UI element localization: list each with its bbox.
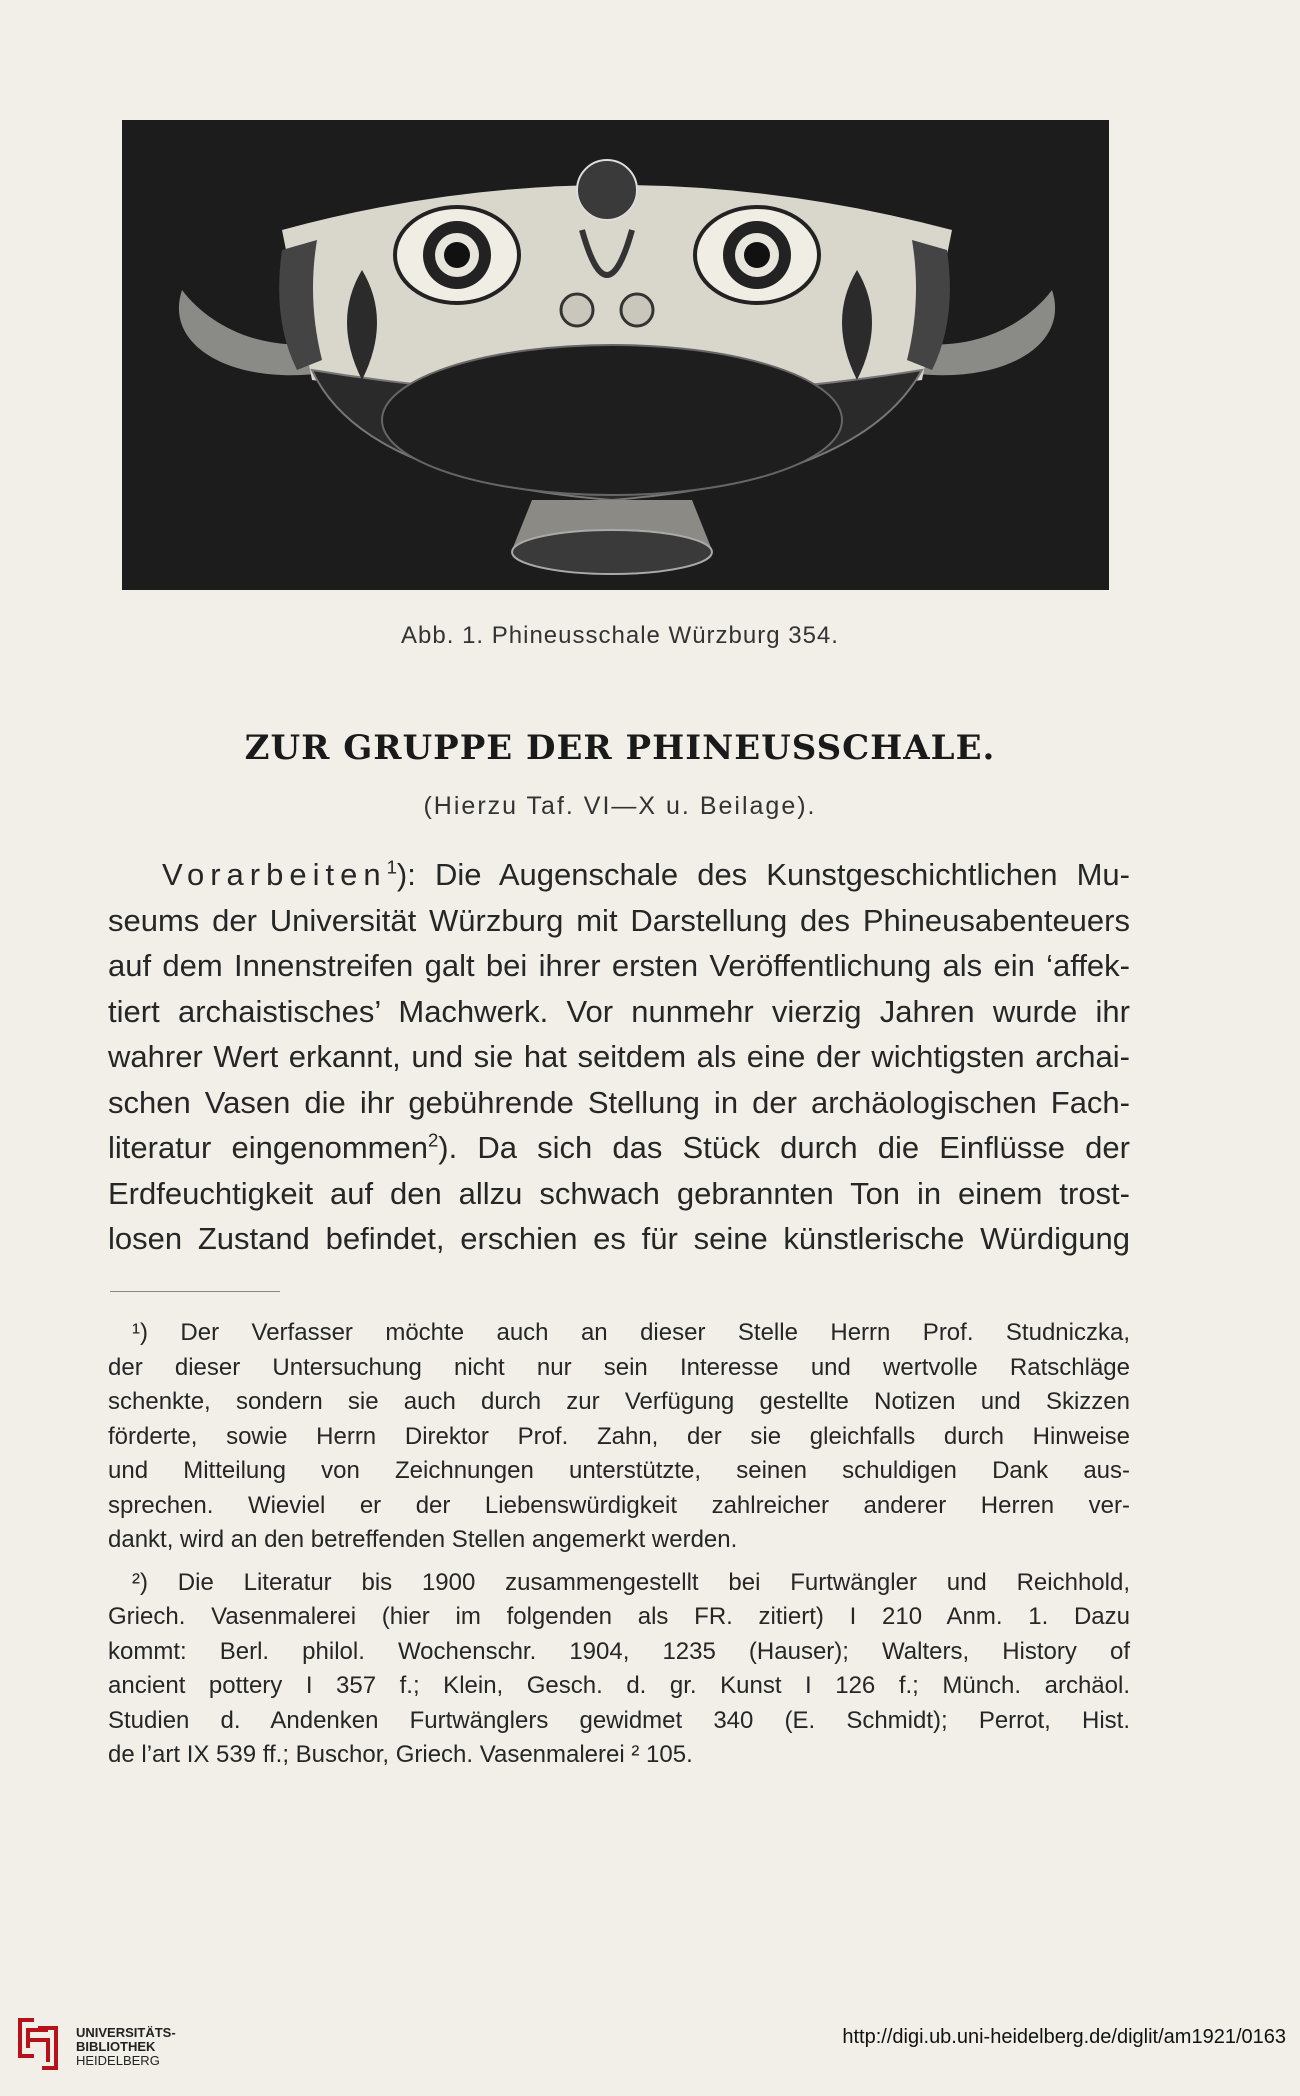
footnote-line: kommt: Berl. philol. Wochenschr. 1904, 1235 (Hauser); Walters, History of (108, 1637, 1130, 1665)
body-line: losen Zustand befindet, erschien es für seine künstlerische Würdigung (108, 1221, 1130, 1256)
vase-photograph (122, 120, 1109, 590)
body-line: wahrer Wert erkannt, und sie hat seitdem als eine der wichtigsten archai- (108, 1039, 1130, 1074)
footnote-1 (108, 1316, 1130, 1558)
footnotes (108, 1316, 1130, 1773)
footnote-line: Studien d. Andenken Furtwänglers gewidmet 340 (E. Schmidt); Perrot, Hist. (108, 1706, 1130, 1734)
footnote-line: schenkte, sondern sie auch durch zur Verfügung gestellte Notizen und Skizzen (108, 1388, 1130, 1415)
library-name: UNIVERSITÄTS- BIBLIOTHEK HEIDELBERG (76, 2025, 176, 2068)
body-line: schen Vasen die ihr gebührende Stellung in der archäologischen Fach- (108, 1084, 1130, 1120)
body-line: seums der Universität Würzburg mit Darstellung des Phineusabenteuers (108, 902, 1130, 938)
footnote-divider (110, 1291, 280, 1292)
footer-bar (0, 2004, 1300, 2096)
article-title: ZUR GRUPPE DER PHINEUSSCHALE. (244, 728, 996, 768)
page-url-link[interactable]: http://digi.ub.uni-heidelberg.de/diglit/am1921/0163 (842, 2026, 1286, 2048)
footnote-line: de l’art IX 539 ff.; Buschor, Griech. Vasenmalerei ² 105. (108, 1741, 693, 1768)
body-line: literatur eingenommen$^2$). Da sich das Stück durch die Einflüsse der (108, 1129, 1130, 1165)
footnote-ref[interactable]: 1 (386, 856, 397, 878)
footnote-line: ²) Die Literatur bis 1900 zusammengestellt bei Furtwängler und Reichhold, (132, 1568, 1130, 1596)
lead-word: Vorarbeiten (162, 857, 387, 892)
ub-heidelberg-logo-icon (12, 2014, 64, 2074)
footnote-ref[interactable]: 2 (427, 1129, 439, 1151)
footnote-line: förderte, sowie Herrn Direktor Prof. Zahn, der sie gleichfalls durch Hinweise (108, 1422, 1130, 1450)
footnote-line: und Mitteilung von Zeichnungen unterstützte, seinen schuldigen Dank aus- (108, 1457, 1130, 1484)
footnote-line: ancient pottery I 357 f.; Klein, Gesch. d. gr. Kunst I 126 f.; Münch. archäol. (108, 1672, 1130, 1699)
article-subtitle: (Hierzu Taf. VI—X u. Beilage). (423, 792, 817, 820)
body-line: auf dem Innenstreifen galt bei ihrer ersten Veröffentlichung als ein ‘affek- (108, 948, 1130, 983)
body-line: Erdfeuchtigkeit auf den allzu schwach gebrannten Ton in einem trost- (108, 1175, 1130, 1211)
footnote-line: dankt, wird an den betreffenden Stellen angemerkt werden. (108, 1526, 738, 1553)
body-line: Vorarbeiten$^1$): Die Augenschale des Kunstgeschichtlichen Mu- (162, 856, 1130, 892)
footnote-2 (108, 1566, 1130, 1773)
footnote-line: der dieser Untersuchung nicht nur sein Interesse und wertvolle Ratschläge (108, 1353, 1130, 1381)
footnote-line: Griech. Vasenmalerei (hier im folgenden als FR. zitiert) I 210 Anm. 1. Dazu (108, 1603, 1130, 1630)
footnote-line: ¹) Der Verfasser möchte auch an dieser Stelle Herrn Prof. Studniczka, (132, 1319, 1130, 1346)
body-line: tiert archaistisches’ Machwerk. Vor nunmehr vierzig Jahren wurde ihr (108, 993, 1130, 1029)
body-paragraph (108, 852, 1130, 1262)
figure-caption: Abb. 1. Phineusschale Würzburg 354. (401, 622, 839, 649)
footnote-line: sprechen. Wieviel er der Liebenswürdigkeit zahlreicher anderer Herren ver- (108, 1491, 1130, 1519)
